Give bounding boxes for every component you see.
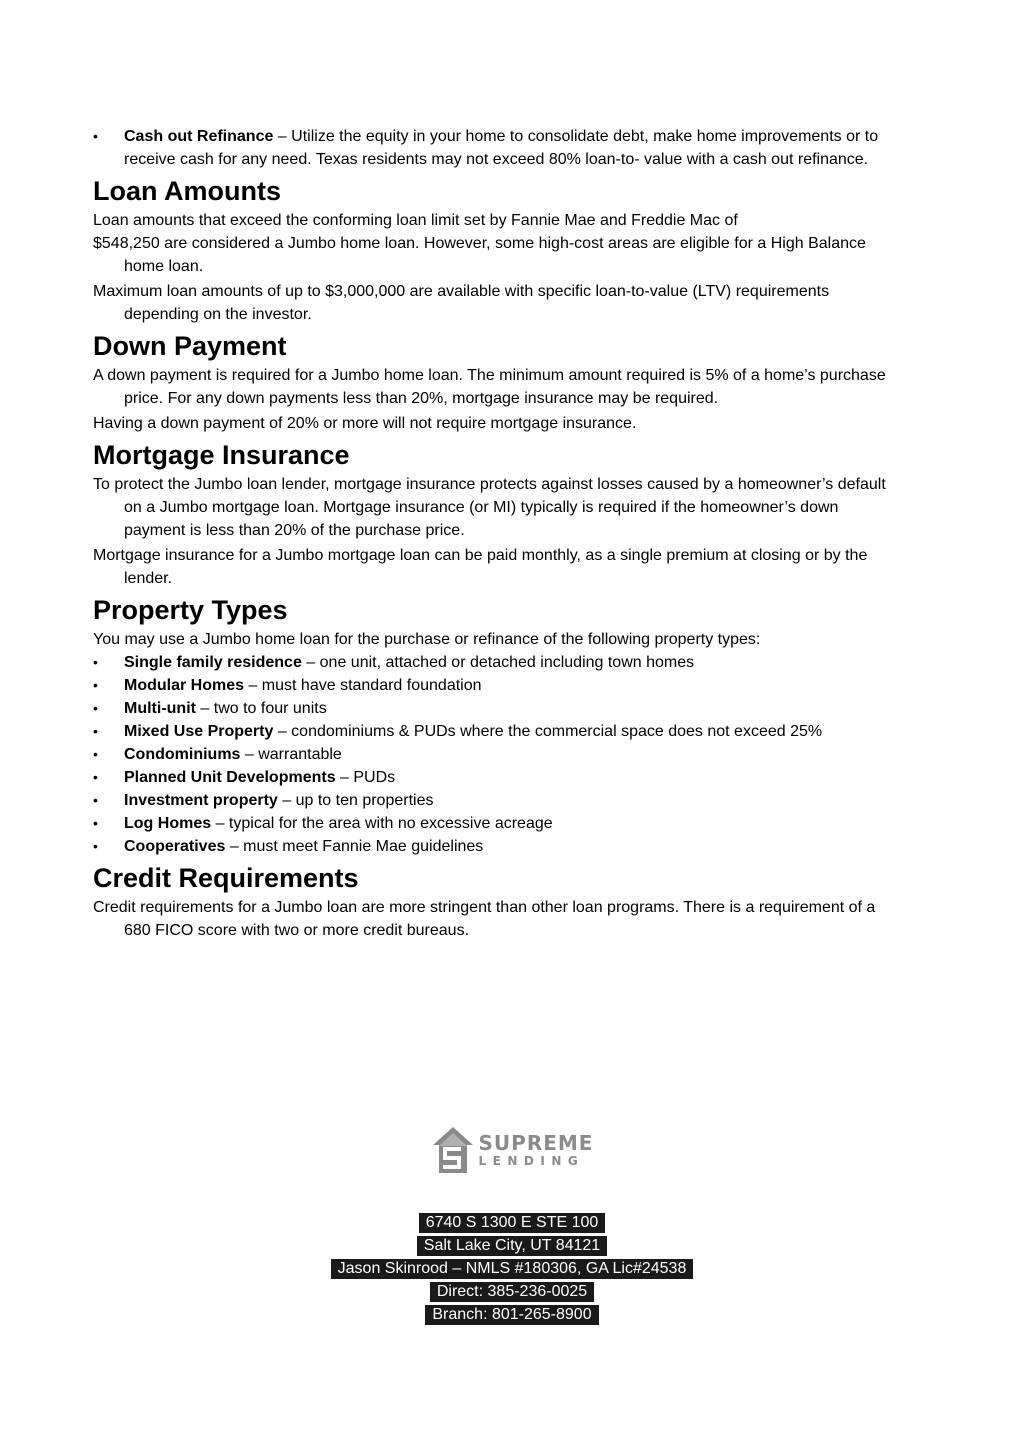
footer: [0, 1125, 1024, 1325]
bullet-text: – must have standard foundation: [244, 677, 482, 694]
contact-block: [0, 1213, 1024, 1325]
address-line-2: Salt Lake City, UT 84121: [417, 1236, 607, 1256]
bullet-term: Log Homes: [124, 815, 212, 832]
direct-phone-line: Direct: 385-236-0025: [430, 1282, 594, 1302]
loan-officer-line: Jason Skinrood – NMLS #180306, GA Lic#24538: [331, 1259, 694, 1279]
mortgage-insurance-line-2: Mortgage insurance for a Jumbo mortgage loan can be paid monthly, as a single premium at closing or by the lender.: [93, 547, 868, 587]
list-item: [93, 674, 903, 697]
list-item: [93, 812, 903, 835]
house-s-logo-icon: [431, 1125, 475, 1175]
bullet-text: – condominiums & PUDs where the commercial space does not exceed 25%: [273, 723, 823, 740]
loan-amounts-line-3: Maximum loan amounts of up to $3,000,000 are available with specific loan-to-value (LTV) requirements depending on the investor.: [93, 283, 830, 323]
list-item: [93, 125, 903, 171]
bullet-text: – PUDs: [335, 769, 396, 786]
property-types-intro: You may use a Jumbo home loan for the purchase or refinance of the following property types:: [93, 631, 761, 648]
loan-amounts-heading: Loan Amounts: [93, 176, 281, 206]
bullet-term: Condominiums: [124, 746, 241, 763]
logo-wordmark: [479, 1132, 594, 1168]
property-types-heading: Property Types: [93, 595, 288, 625]
branch-phone-line: Branch: 801-265-8900: [425, 1305, 598, 1325]
bullet-text: – one unit, attached or detached including town homes: [301, 654, 695, 671]
logo-top-text: SUPREME: [478, 1131, 594, 1155]
loan-amounts-line-1: Loan amounts that exceed the conforming loan limit set by Fannie Mae and Freddie Mac of: [93, 212, 738, 229]
bullet-text: – two to four units: [195, 700, 327, 717]
credit-requirements-heading: Credit Requirements: [93, 863, 359, 893]
down-payment-line-2: Having a down payment of 20% or more will not require mortgage insurance.: [93, 415, 637, 432]
bullet-term: Single family residence: [124, 654, 302, 671]
bullet-term: Cooperatives: [124, 838, 226, 855]
bullet-text: – Utilize the equity in your home to consolidate debt, make home improvements or to receive cash for any need. Texas residents may not exceed 80% loan-to- value with a cash out refinance.: [124, 128, 879, 168]
down-payment-line-1: A down payment is required for a Jumbo home loan. The minimum amount required is 5% of a home’s purchase price. For any down payments less than 20%, mortgage insurance may be required.: [93, 367, 886, 407]
document-body: [93, 125, 903, 942]
bullet-term: Investment property: [124, 792, 278, 809]
list-item: [93, 697, 903, 720]
address-line-1: 6740 S 1300 E STE 100: [419, 1213, 606, 1233]
mortgage-insurance-heading: Mortgage Insurance: [93, 440, 350, 470]
intro-bullet-list: [93, 125, 903, 171]
bullet-term: Multi-unit: [124, 700, 196, 717]
mortgage-insurance-line-1: To protect the Jumbo loan lender, mortgage insurance protects against losses caused by a homeowner’s default on a Jumbo mortgage loan. Mortgage insurance (or MI) typically is required if the homeowner’s down payment is less than 20% of the purchase price.: [93, 476, 886, 539]
bullet-text: – must meet Fannie Mae guidelines: [225, 838, 484, 855]
logo-bottom-text: LENDING: [478, 1154, 585, 1168]
bullet-text: – warrantable: [240, 746, 342, 763]
loan-amounts-line-2: $548,250 are considered a Jumbo home loan. However, some high-cost areas are eligible for a High Balance home loan.: [93, 235, 866, 275]
bullet-text: – up to ten properties: [277, 792, 434, 809]
bullet-text: – typical for the area with no excessive acreage: [211, 815, 553, 832]
bullet-term: Mixed Use Property: [124, 723, 274, 740]
bullet-term: Modular Homes: [124, 677, 245, 694]
list-item: [93, 720, 903, 743]
list-item: [93, 651, 903, 674]
down-payment-heading: Down Payment: [93, 331, 287, 361]
list-item: [93, 789, 903, 812]
property-types-list: [93, 651, 903, 858]
supreme-lending-logo: [431, 1125, 594, 1175]
bullet-term: Cash out Refinance: [124, 128, 274, 145]
list-item: [93, 766, 903, 789]
credit-requirements-line-1: Credit requirements for a Jumbo loan are more stringent than other loan programs. There is a requirement of a 680 FICO score with two or more credit bureaus.: [93, 899, 876, 939]
bullet-term: Planned Unit Developments: [124, 769, 336, 786]
list-item: [93, 743, 903, 766]
list-item: [93, 835, 903, 858]
